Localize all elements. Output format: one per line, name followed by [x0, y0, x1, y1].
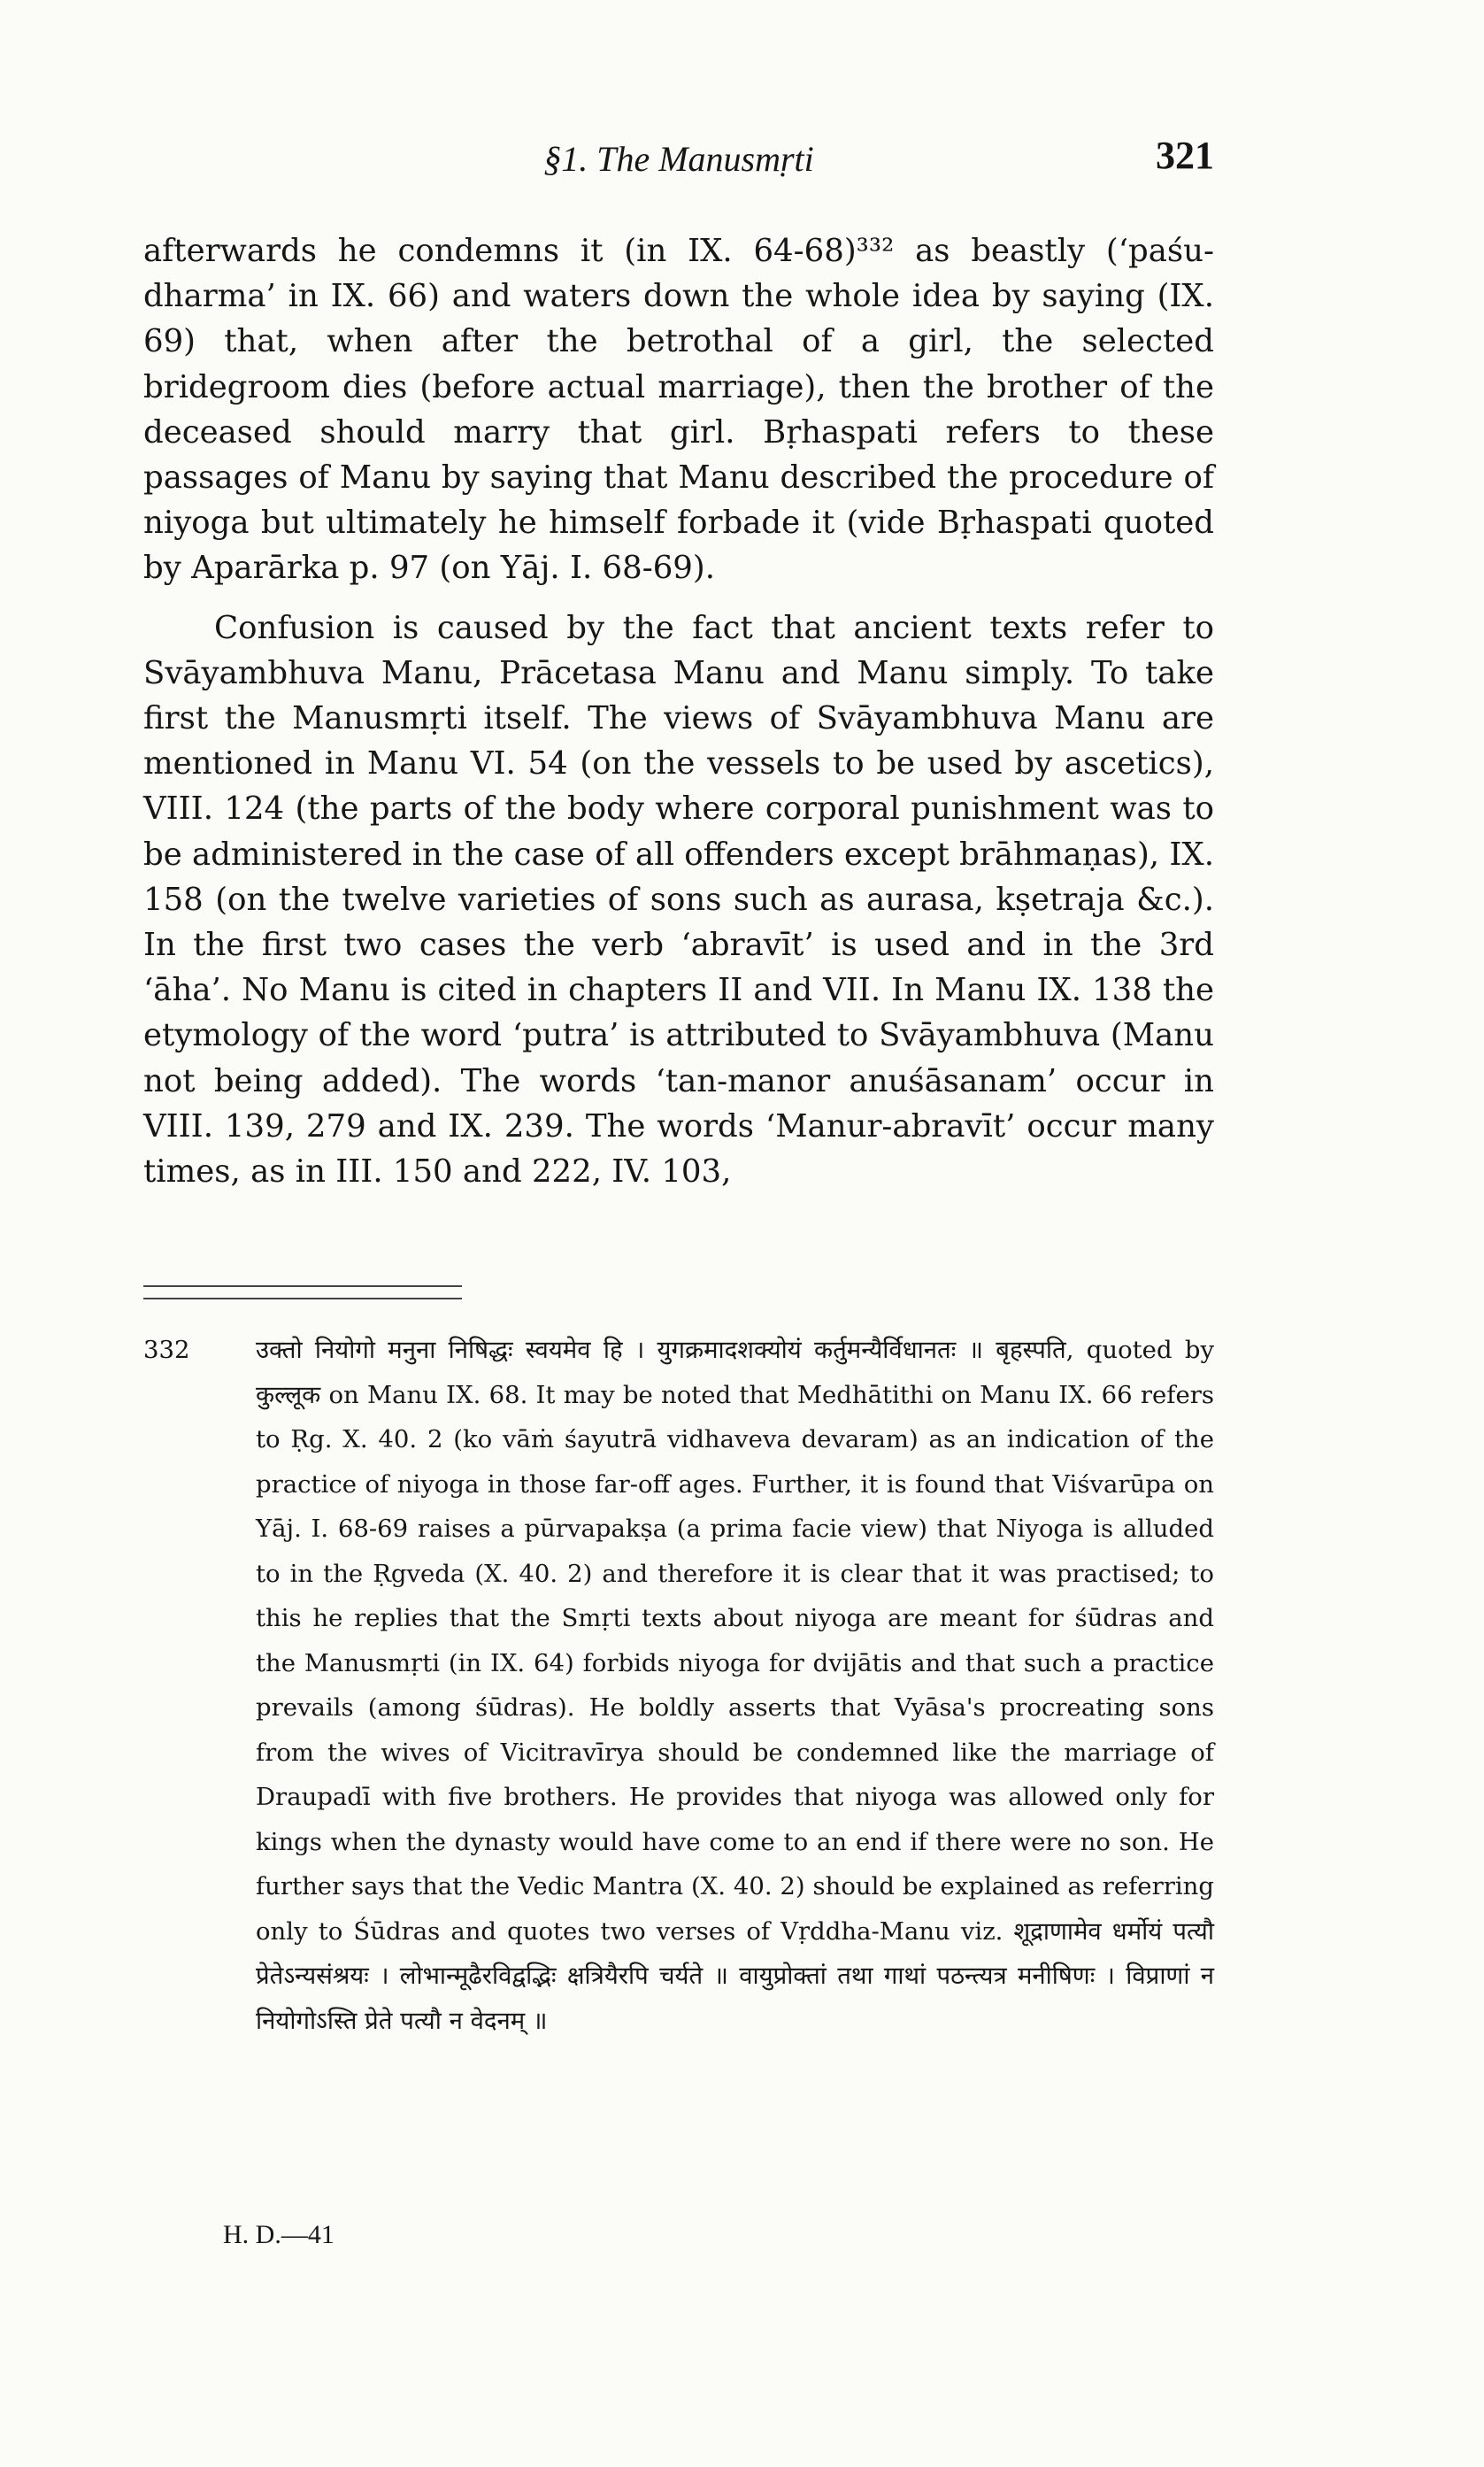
footnote-rule [143, 1285, 462, 1299]
page-number: 321 [1156, 134, 1214, 177]
running-title: §1. The Manusmṛti [543, 139, 814, 179]
paragraph-1: afterwards he condemns it (in IX. 64-68)³³² as beastly (‘paśu-dharma’ in IX. 66) and waters down the whole idea by saying (IX. 69) that, when after the betrothal of a girl, the selected bridegroom dies (before actual marriage), then the brother of the deceased should marry that girl. Bṛhaspati refers to these passages of Manu by saying that Manu described the procedure of niyoga but ultimately he himself forbade it (vide Bṛhaspati quoted by Aparārka p. 97 (on Yāj. I. 68-69). [143, 233, 1214, 587]
footnote-number: 332 [143, 1336, 190, 1364]
main-text [143, 228, 1214, 1194]
footnote-text: उक्तो नियोगो मनुना निषिद्धः स्वयमेव हि । युगक्रमादशक्योयं कर्तुमन्यैर्विधानतः ॥ बृहस्पति, quoted by कुल्लूक on Manu IX. 68. It may be noted that Medhātithi on Manu IX. 66 refers to Ṛg. X. 40. 2 (ko vāṁ śayutrā vidhaveva devaram) as an indication of the practice of niyoga in those far-off ages. Further, it is found that Viśvarūpa on Yāj. I. 68-69 raises a pūrvapakṣa (a prima facie view) that Niyoga is alluded to in the Ṛgveda (X. 40. 2) and therefore it is clear that it was practised; to this he replies that the Smṛti texts about niyoga are meant for śūdras and the Manusmṛti (in IX. 64) forbids niyoga for dvijātis and that such a practice prevails (among śūdras). He boldly asserts that Vyāsa's procreating sons from the wives of Vicitravīrya should be condemned like the marriage of Draupadī with five brothers. He provides that niyoga was allowed only for kings when the dynasty would have come to an end if there were no son. He further says that the Vedic Mantra (X. 40. 2) should be explained as referring only to Śūdras and quotes two verses of Vṛddha-Manu viz. शूद्राणामेव धर्मोयं पत्यौ प्रेतेऽन्यसंश्रयः । लोभान्मूढैरविद्वद्भिः क्षत्रियैरपि चर्यते ॥ वायुप्रोक्तां तथा गाथां पठन्त्यत्र मनीषिणः । विप्राणां न नियोगोऽस्ति प्रेते पत्यौ न वेदनम् ॥ [256, 1336, 1214, 2035]
footnote [143, 1328, 1214, 2043]
running-head [143, 133, 1214, 186]
paragraph-2: Confusion is caused by the fact that ancient texts refer to Svāyambhuva Manu, Prācetasa Manu and Manu simply. To take first the Manusmṛti itself. The views of Svāyambhuva Manu are mentioned in Manu VI. 54 (on the vessels to be used by ascetics), VIII. 124 (the parts of the body where corporal punishment was to be administered in the case of all offenders except brāhmaṇas), IX. 158 (on the twelve varieties of sons such as aurasa, kṣetraja &c.). In the first two cases the verb ‘abravīt’ is used and in the 3rd ‘āha’. No Manu is cited in chapters II and VII. In Manu IX. 138 the etymology of the word ‘putra’ is attributed to Svāyambhuva (Manu not being added). The words ‘tan-manor anuśāsanam’ occur in VIII. 139, 279 and IX. 239. The words ‘Manur-abravīt’ occur many times, as in III. 150 and 222, IV. 103, [143, 609, 1214, 1191]
page-signature: H. D.—41 [223, 2220, 334, 2249]
